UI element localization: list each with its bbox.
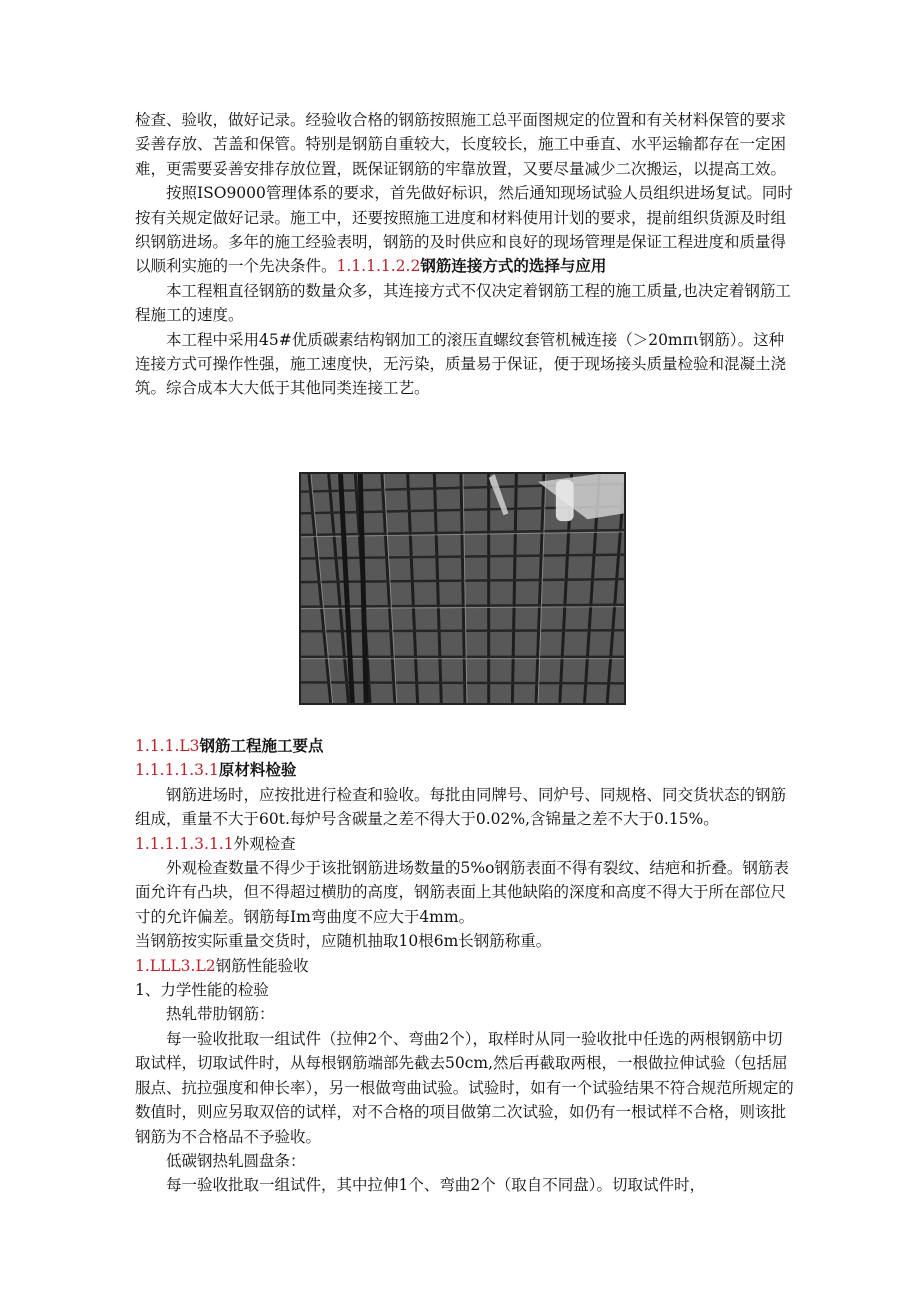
heading-number-l2: 1.LLL3.L2	[135, 956, 216, 975]
heading-number-1131: 1.1.1.1.3.1	[135, 761, 219, 780]
text-block-bottom	[135, 734, 795, 1198]
rebar-mesh-image	[301, 474, 624, 703]
low-carbon-title: 低碳钢热轧圆盘条：	[166, 1151, 306, 1170]
paragraph-visual-check: 外观检查数量不得少于该批钢筋进场数量的5%o钢筋表面不得有裂纹、结疤和折叠。钢筋表面允许有凸块，但不得超过横肋的高度，钢筋表面上其他缺陷的深度和高度不得大于所在部位尺寸的允许偏差。钢筋每Im弯曲度不应大于4mm。	[135, 859, 789, 926]
paragraph-raw-material	[135, 783, 795, 856]
heading-title-11311: 外观检查	[233, 834, 296, 853]
heading-number-11311: 1.1.1.1.3.1.1	[135, 834, 234, 853]
paragraph-storage: 检查、验收，做好记录。经验收合格的钢筋按照施工总平面图规定的位置和有关材料保管的要求妥善存放、苫盖和保管。特别是钢筋自重较大，长度较长，施工中垂直、水平运输都存在一定困难，更需要妥善安排存放位置，既保证钢筋的牢靠放置，又要尽量减少二次搬运，以提高工效。	[135, 111, 787, 178]
mechanical-title: 1、力学性能的检验	[135, 981, 269, 1000]
paragraph-connection-volume: 本工程粗直径钢筋的数量众多，其连接方式不仅决定着钢筋工程的施工质量,也决定着钢筋工程施工的速度。	[135, 281, 791, 325]
paragraph-threaded-sleeve: 本工程中采用45#优质碳素结构钢加工的滚压直螺纹套管机械连接（＞20mπι钢筋）。这种连接方式可操作性强，施工速度快，无污染，质量易于保证，便于现场接头质量检验和混凝土浇筑。综合成本大大低于其他同类连接工艺。	[135, 330, 787, 398]
paragraph-hot-rolled: 每一验收批取一组试件（拉伸2个、弯曲2个），取样时从同一验收批中任选的两根钢筋中切取试样，切取试件时，从每根钢筋端部先截去50cm,然后再截取两根，一根做拉伸试验（包括屈服点、抗拉强度和伸长率），另一根做弯曲试验。试验时，如有一个试验结果不符合规范所规定的数值时，则应另取双倍的试样，对不合格的项目做第二次试验，如仍有一根试样不合格，则该批钢筋为不合格品不予验收。	[135, 1029, 794, 1146]
rebar-photo	[299, 472, 626, 705]
heading-113	[135, 734, 795, 758]
paragraph-weight: 当钢筋按实际重量交货时，应随机抽取10根6m长钢筋称重。	[135, 932, 552, 951]
heading-title-l2: 钢筋性能验收	[215, 956, 309, 975]
heading-title-1122: 钢筋连接方式的选择与应用	[420, 256, 607, 276]
heading-number-113: 1.1.1.L3	[135, 737, 200, 755]
text-block-top	[135, 108, 795, 401]
heading-l2	[135, 954, 795, 978]
heading-title-113: 钢筋工程施工要点	[199, 736, 324, 755]
heading-number-1122: 1.1.1.1.2.2	[336, 257, 421, 276]
heading-title-1131: 原材料检验	[218, 760, 297, 780]
paragraph-raw-material-text: 钢筋进场时，应按批进行检查和验收。每批由同牌号、同炉号、同规格、同交货状态的钢筋组成，重量不大于60t.每炉号含碳量之差不得大于0.02%,含锦量之差不大于0.15%。	[135, 785, 787, 829]
hot-rolled-title: 热轧带肋钢筋：	[166, 1005, 275, 1024]
paragraph-iso9000	[135, 181, 795, 279]
paragraph-iso9000-text: 按照ISO9000管理体系的要求，首先做好标识，然后通知现场试验人员组织进场复试。同时按有关规定做好记录。施工中，还要按照施工进度和材料使用计划的要求，提前组织货源及时组织钢筋进场。多年的施工经验表明，钢筋的及时供应和良好的现场管理是保证工程进度和质量得以顺利实施的一个先决条件。	[135, 184, 793, 276]
heading-1131	[135, 758, 795, 782]
paragraph-low-carbon: 每一验收批取一组试件，其中拉伸1个、弯曲2个（取自不同盘）。切取试件时，	[166, 1176, 705, 1195]
